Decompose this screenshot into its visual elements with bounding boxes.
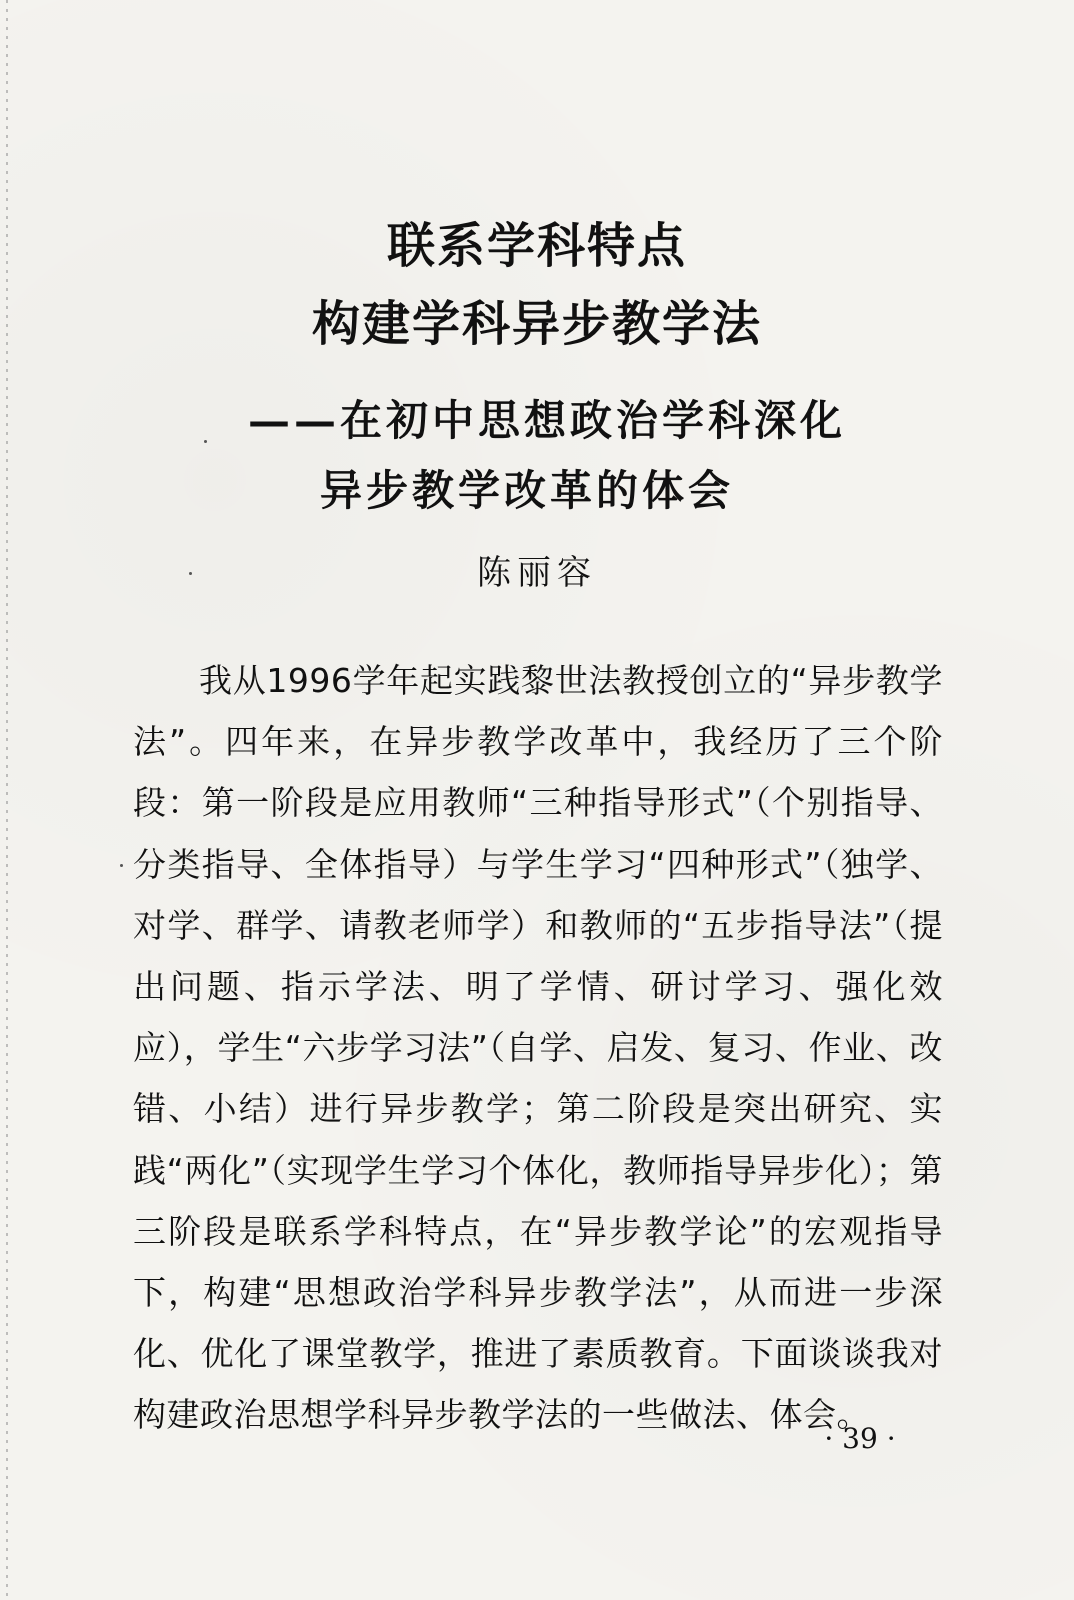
article-title-line-1: 联系学科特点 (386, 218, 687, 274)
author-name: 陈丽容 (477, 553, 597, 593)
article-subtitle-line-2: 异步教学改革的体会 (319, 466, 734, 515)
article-title-line-2: 构建学科异步教学法 (311, 296, 762, 352)
page-number: · 39 · (824, 1422, 896, 1455)
scan-speck (120, 864, 123, 867)
article-subtitle-line-1: ——在初中思想政治学科深化 (247, 396, 846, 445)
body-paragraph: 我从1996学年起实践黎世法教授创立的“异步教学法”。四年来，在异步教学改革中，我经历了三个阶段：第一阶段是应用教师“三种指导形式”（个别指导、分类指导、全体指导）与学生学习“四种形式”（独学、对学、群学、请教老师学）和教师的“五步指导法”（提出问题、指示学法、明了学情、研讨学习、强化效应），学生“六步学习法”（自学、启发、复习、作业、改错、小结）进行异步教学；第二阶段是突出研究、实践“两化”（实现学生学习个体化，教师指导异步化）；第三阶段是联系学科特点，在“异步教学论”的宏观指导下，构建“思想政治学科异步教学法”，从而进一步深化、优化了课堂教学，推进了素质教育。下面谈谈我对构建政治思想学科异步教学法的一些做法、体会。 (133, 661, 943, 1435)
